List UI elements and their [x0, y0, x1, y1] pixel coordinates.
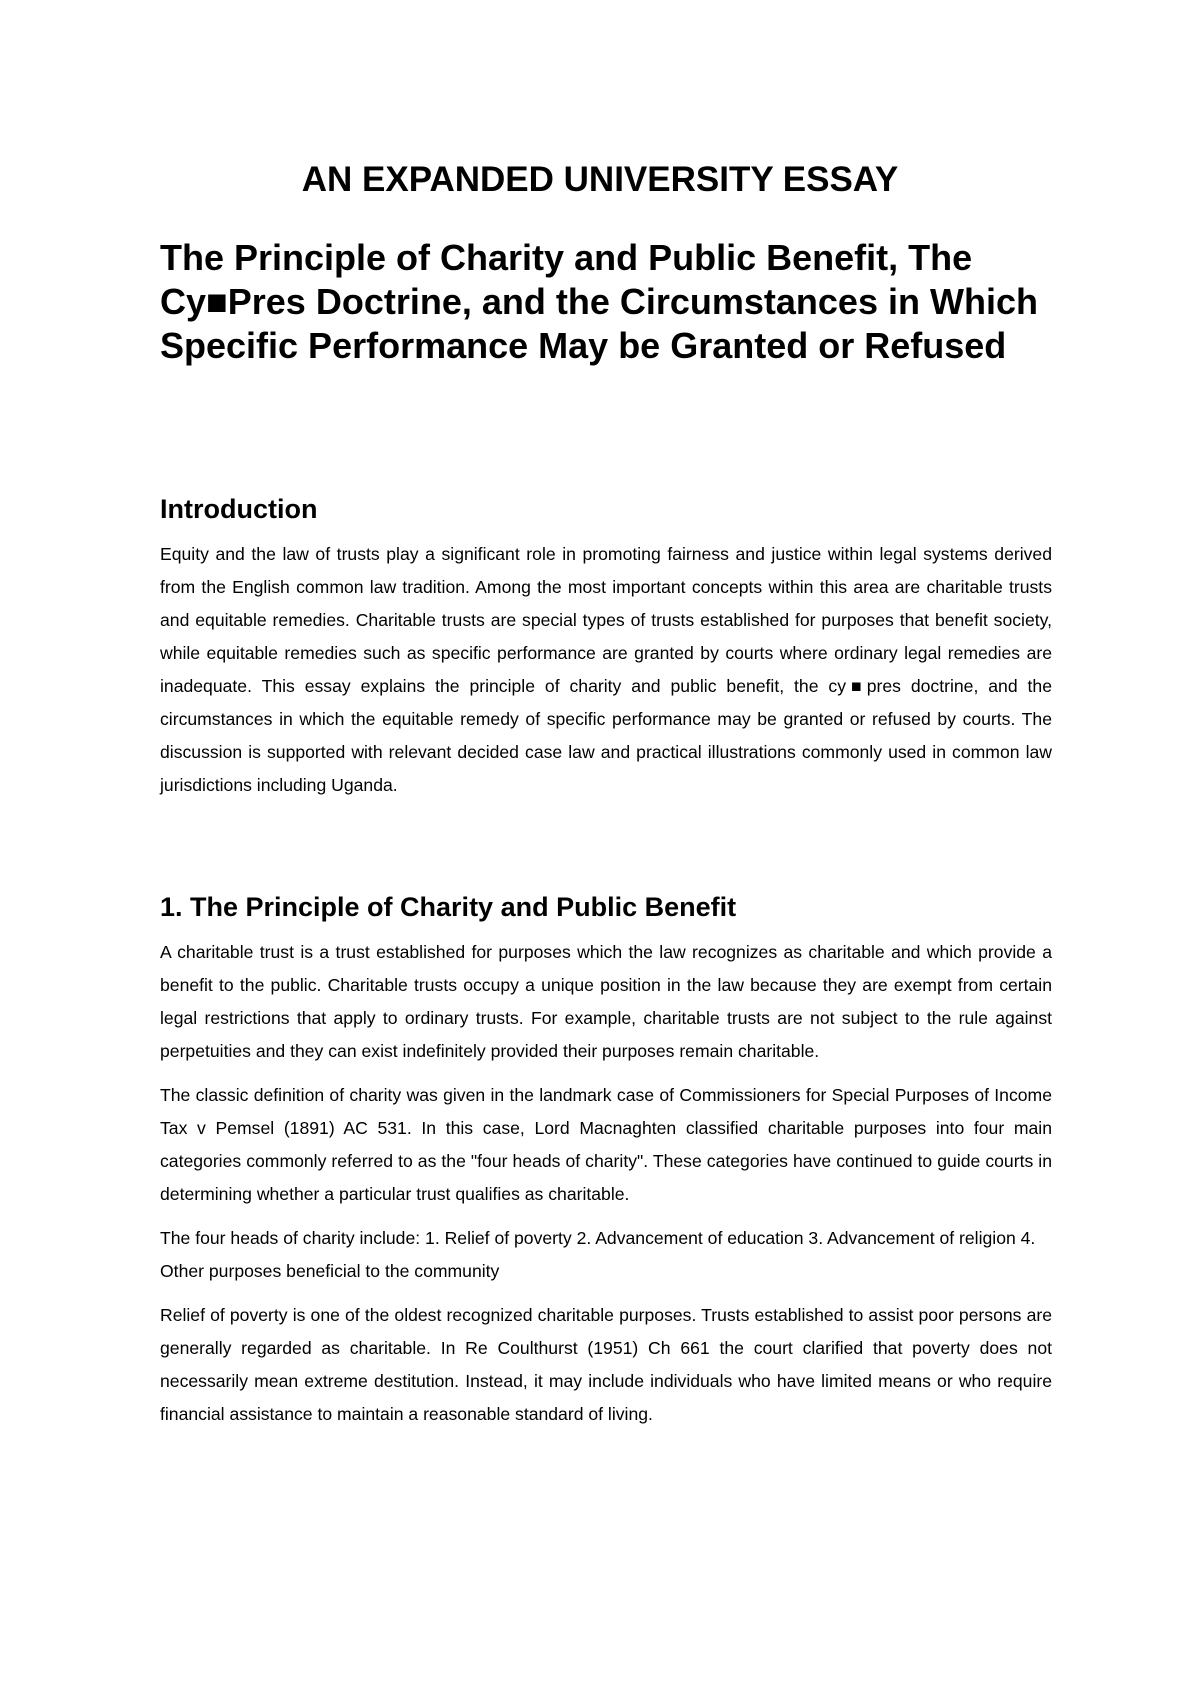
section-1-paragraph-4: Relief of poverty is one of the oldest recognized charitable purposes. Trusts established to assist poor persons are generally regarded as charitable. In Re Coulthurst (1951) Ch 661 the court clarified that poverty does not necessarily mean extreme destitution. Instead, it may include individuals who have limited means or who require financial assistance to maintain a reasonable standard of living. [160, 1305, 1052, 1424]
section-1-paragraph-1: A charitable trust is a trust established for purposes which the law recognizes as charitable and which provide a benefit to the public. Charitable trusts occupy a unique position in the law because they are exempt from certain legal restrictions that apply to ordinary trusts. For example, charitable trusts are not subject to the rule against perpetuities and they can exist indefinitely provided their purposes remain charitable. [160, 942, 1052, 1061]
introduction-heading: Introduction [160, 494, 318, 524]
essay-title: The Principle of Charity and Public Benefit, The Cy■Pres Doctrine, and the Circumstances in Which Specific Performance May be Granted or Refused [160, 237, 1038, 366]
section-1-paragraph-3: The four heads of charity include: 1. Relief of poverty 2. Advancement of education 3. Advancement of religion 4. Other purposes beneficial to the community [160, 1228, 1036, 1281]
section-1-heading: 1. The Principle of Charity and Public Benefit [160, 892, 737, 922]
introduction-paragraph: Equity and the law of trusts play a significant role in promoting fairness and justice within legal systems derived from the English common law tradition. Among the most important concepts within this area are charitable trusts and equitable remedies. Charitable trusts are special types of trusts established for purposes that benefit society, while equitable remedies such as specific performance are granted by courts where ordinary legal remedies are inadequate. This essay explains the principle of charity and public benefit, the cy■pres doctrine, and the circumstances in which the equitable remedy of specific performance may be granted or refused by courts. The discussion is supported with relevant decided case law and practical illustrations commonly used in common law jurisdictions including Uganda. [160, 544, 1052, 795]
introduction-section [160, 492, 1052, 813]
section-1-paragraph-2: The classic definition of charity was given in the landmark case of Commissioners for Special Purposes of Income Tax v Pemsel (1891) AC 531. In this case, Lord Macnaghten classified charitable purposes into four main categories commonly referred to as the "four heads of charity". These categories have continued to guide courts in determining whether a particular trust qualifies as charitable. [160, 1085, 1052, 1204]
essay-label: AN EXPANDED UNIVERSITY ESSAY [301, 160, 899, 199]
section-charity-public-benefit [160, 890, 1052, 1442]
